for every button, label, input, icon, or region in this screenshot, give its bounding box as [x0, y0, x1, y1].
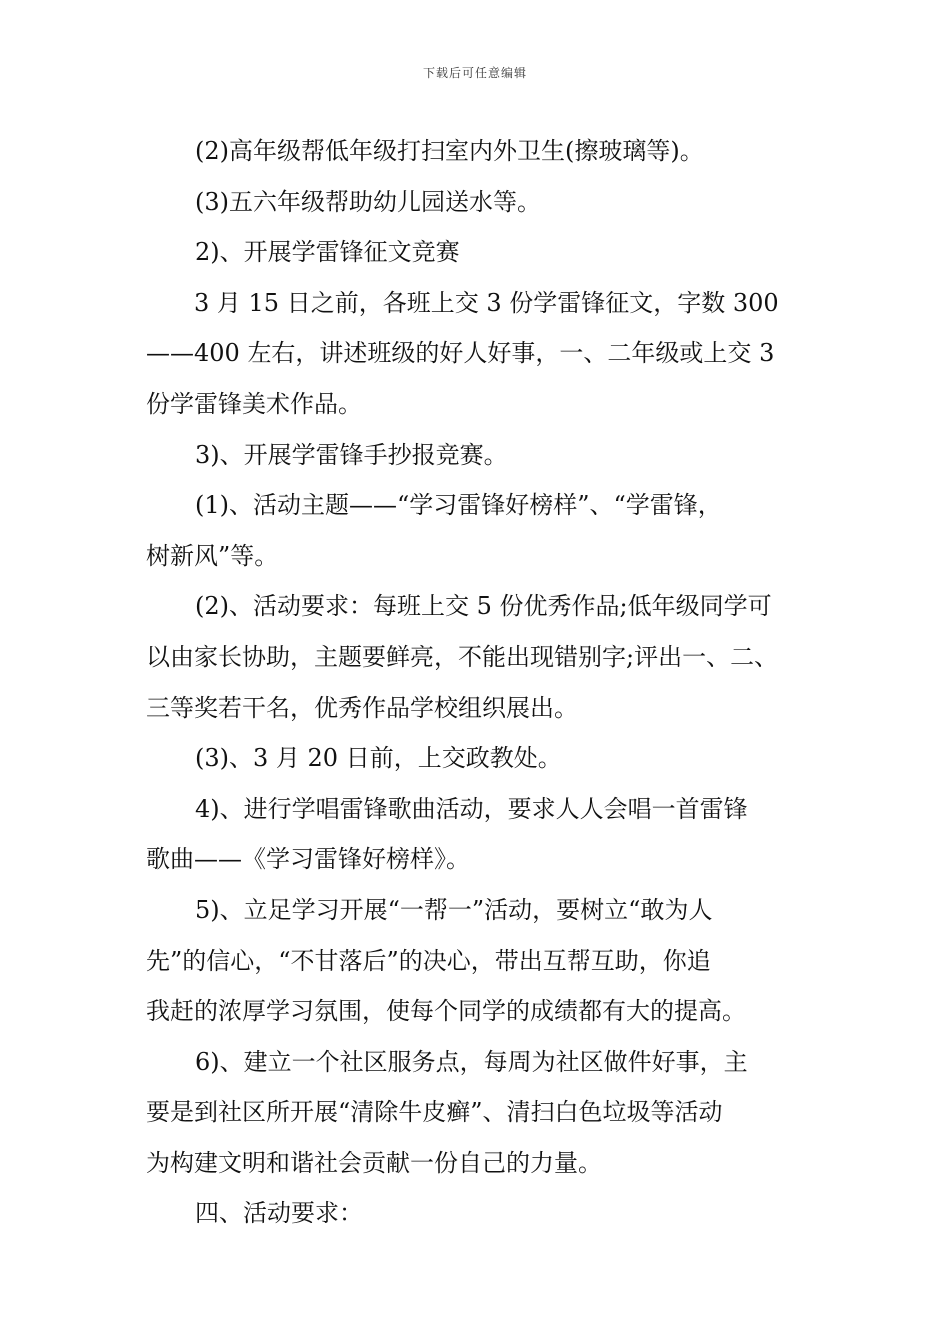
- paragraph-line: 三等奖若干名，优秀作品学校组织展出。: [146, 693, 578, 722]
- paragraph-line: (1)、活动主题——“学习雷锋好榜样”、“学雷锋，: [195, 491, 722, 520]
- paragraph-line: 以由家长协助，主题要鲜亮，不能出现错别字;评出一、二、: [146, 642, 779, 671]
- paragraph-line: 2)、开展学雷锋征文竞赛: [195, 238, 460, 267]
- paragraph-line: 为构建文明和谐社会贡献一份自己的力量。: [146, 1148, 602, 1177]
- paragraph-line: 6)、建立一个社区服务点，每周为社区做件好事，主: [195, 1047, 748, 1076]
- paragraph-line: 3 月 15 日之前，各班上交 3 份学雷锋征文，字数 300: [194, 288, 779, 317]
- paragraph-line: (3)五六年级帮助幼儿园送水等。: [195, 187, 541, 216]
- paragraph-line: (2)、活动要求：每班上交 5 份优秀作品;低年级同学可: [195, 592, 772, 621]
- paragraph-line: 3)、开展学雷锋手抄报竞赛。: [195, 440, 508, 469]
- document-body: [146, 126, 822, 1239]
- paragraph-line: 歌曲——《学习雷锋好榜样》。: [146, 845, 470, 874]
- paragraph-line: 份学雷锋美术作品。: [146, 389, 362, 418]
- paragraph-line: 5)、立足学习开展“一帮一”活动，要树立“敢为人: [195, 895, 713, 924]
- paragraph-line: 我赶的浓厚学习氛围，使每个同学的成绩都有大的提高。: [146, 997, 746, 1026]
- paragraph-line: 四、活动要求：: [195, 1199, 363, 1228]
- paragraph-line: 树新风”等。: [146, 541, 279, 570]
- paragraph-line: 要是到社区所开展“清除牛皮癣”、清扫白色垃圾等活动: [146, 1098, 723, 1127]
- paragraph-line: 4)、进行学唱雷锋歌曲活动，要求人人会唱一首雷锋: [195, 794, 748, 823]
- page-header: 下载后可任意编辑: [422, 66, 527, 80]
- paragraph-line: (3)、3 月 20 日前，上交政教处。: [195, 744, 562, 773]
- paragraph-line: ——400 左右，讲述班级的好人好事，一、二年级或上交 3: [146, 339, 775, 368]
- paragraph-line: 先”的信心，“不甘落后”的决心，带出互帮互助，你追: [146, 946, 711, 975]
- paragraph-line: (2)高年级帮低年级打扫室内外卫生(擦玻璃等)。: [195, 137, 704, 165]
